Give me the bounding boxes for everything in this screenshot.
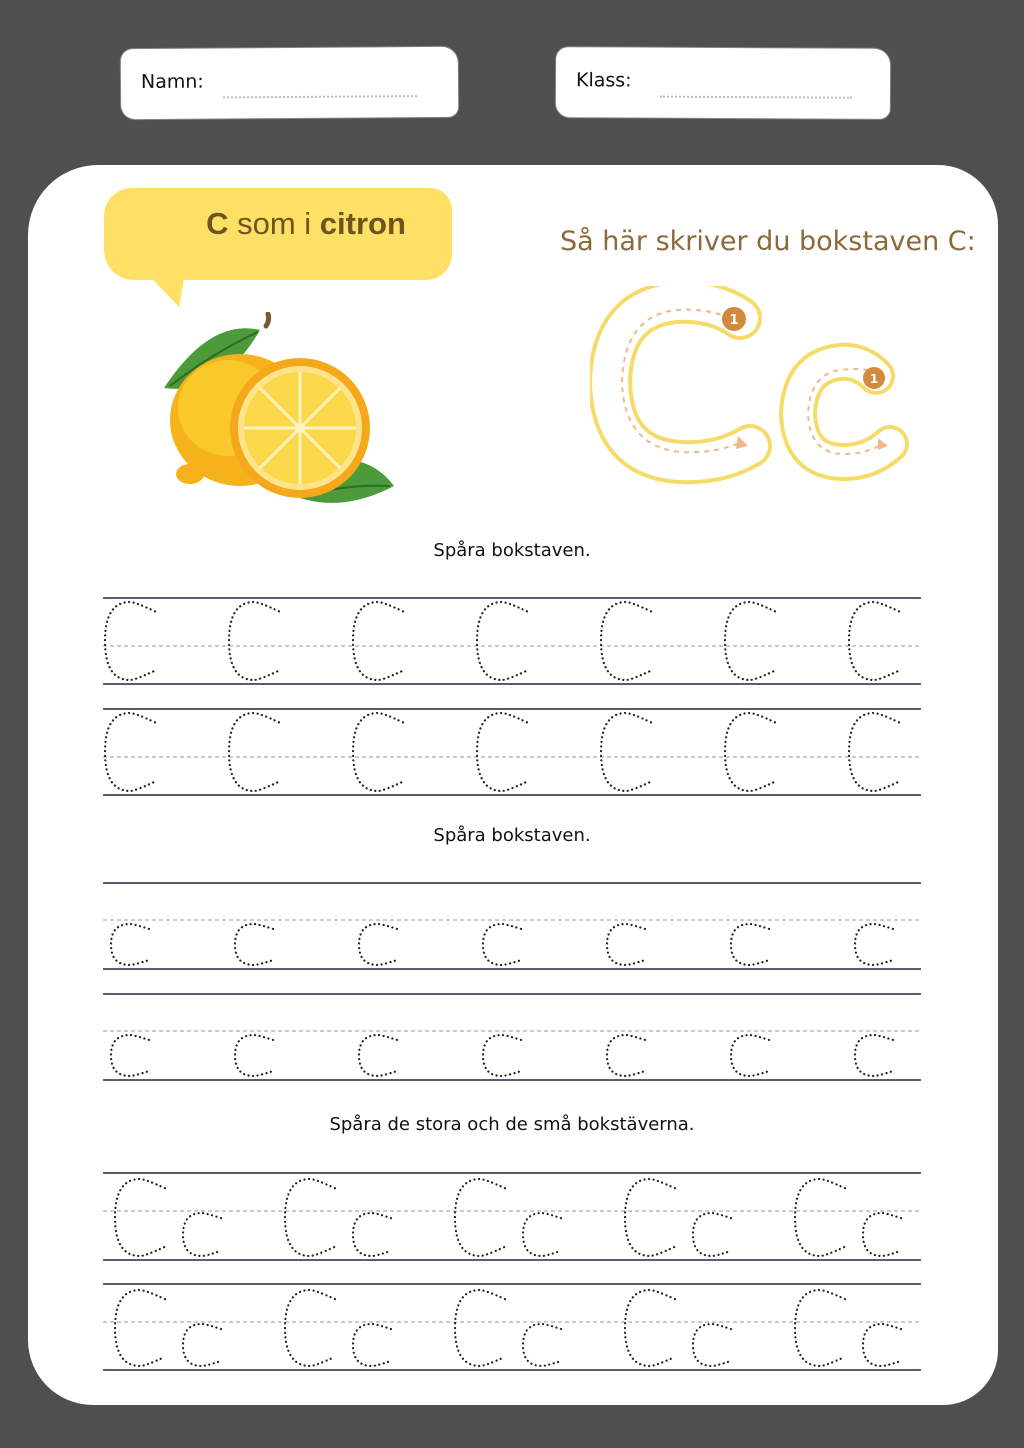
section-title-mixed: Spåra de stora och de små bokstäverna. xyxy=(329,1114,695,1135)
trace-lowercase-c[interactable] xyxy=(523,1324,561,1366)
trace-uppercase-c[interactable] xyxy=(849,713,899,791)
trace-lowercase-c[interactable] xyxy=(111,1035,149,1076)
trace-uppercase-c[interactable] xyxy=(285,1179,335,1256)
trace-lowercase-c[interactable] xyxy=(359,1035,397,1076)
bubble-word: citron xyxy=(319,206,406,241)
trace-uppercase-c[interactable] xyxy=(725,602,775,680)
trace-uppercase-c[interactable] xyxy=(105,602,155,680)
stroke-step-number-small: 1 xyxy=(869,372,879,386)
bubble-letter: C xyxy=(206,206,229,241)
how-to-write-title: Så här skriver du bokstaven C: xyxy=(560,226,976,257)
trace-uppercase-c[interactable] xyxy=(601,602,651,680)
trace-uppercase-c[interactable] xyxy=(849,602,899,680)
trace-lowercase-c[interactable] xyxy=(359,924,397,965)
trace-uppercase-c[interactable] xyxy=(353,713,403,791)
trace-lowercase-c[interactable] xyxy=(523,1213,561,1256)
trace-uppercase-c[interactable] xyxy=(725,713,775,791)
trace-lowercase-c[interactable] xyxy=(183,1213,221,1256)
trace-lowercase-c[interactable] xyxy=(111,924,149,965)
trace-lowercase-c[interactable] xyxy=(235,924,273,965)
trace-lowercase-c[interactable] xyxy=(855,1035,893,1076)
trace-uppercase-c[interactable] xyxy=(353,602,403,680)
trace-lowercase-c[interactable] xyxy=(863,1324,901,1366)
trace-uppercase-c[interactable] xyxy=(625,1179,675,1256)
trace-uppercase-c[interactable] xyxy=(115,1179,165,1256)
trace-uppercase-c[interactable] xyxy=(455,1179,505,1256)
trace-uppercase-c[interactable] xyxy=(601,713,651,791)
trace-uppercase-c[interactable] xyxy=(477,602,527,680)
trace-uppercase-c[interactable] xyxy=(105,713,155,791)
trace-lowercase-c[interactable] xyxy=(235,1035,273,1076)
trace-lowercase-c[interactable] xyxy=(693,1213,731,1256)
bubble-middle: som i xyxy=(237,206,312,241)
section-title-uppercase: Spåra bokstaven. xyxy=(433,540,591,561)
trace-uppercase-c[interactable] xyxy=(455,1290,505,1366)
trace-uppercase-c[interactable] xyxy=(795,1179,845,1256)
trace-lowercase-c[interactable] xyxy=(483,1035,521,1076)
stroke-step-number: 1 xyxy=(729,313,739,328)
trace-lowercase-c[interactable] xyxy=(607,924,645,965)
trace-lowercase-c[interactable] xyxy=(863,1213,901,1256)
trace-uppercase-c[interactable] xyxy=(115,1290,165,1366)
trace-lowercase-c[interactable] xyxy=(731,1035,769,1076)
trace-lowercase-c[interactable] xyxy=(731,924,769,965)
trace-lowercase-c[interactable] xyxy=(353,1213,391,1256)
trace-lowercase-c[interactable] xyxy=(693,1324,731,1366)
trace-lowercase-c[interactable] xyxy=(855,924,893,965)
section-title-lowercase: Spåra bokstaven. xyxy=(433,825,591,846)
trace-uppercase-c[interactable] xyxy=(285,1290,335,1366)
trace-lowercase-c[interactable] xyxy=(483,924,521,965)
trace-uppercase-c[interactable] xyxy=(625,1290,675,1366)
trace-uppercase-c[interactable] xyxy=(229,602,279,680)
trace-uppercase-c[interactable] xyxy=(795,1290,845,1366)
trace-uppercase-c[interactable] xyxy=(477,713,527,791)
trace-lowercase-c[interactable] xyxy=(607,1035,645,1076)
trace-lowercase-c[interactable] xyxy=(353,1324,391,1366)
class-label: Klass: xyxy=(575,69,632,92)
trace-uppercase-c[interactable] xyxy=(229,713,279,791)
name-label: Namn: xyxy=(140,70,204,94)
trace-lowercase-c[interactable] xyxy=(183,1324,221,1366)
